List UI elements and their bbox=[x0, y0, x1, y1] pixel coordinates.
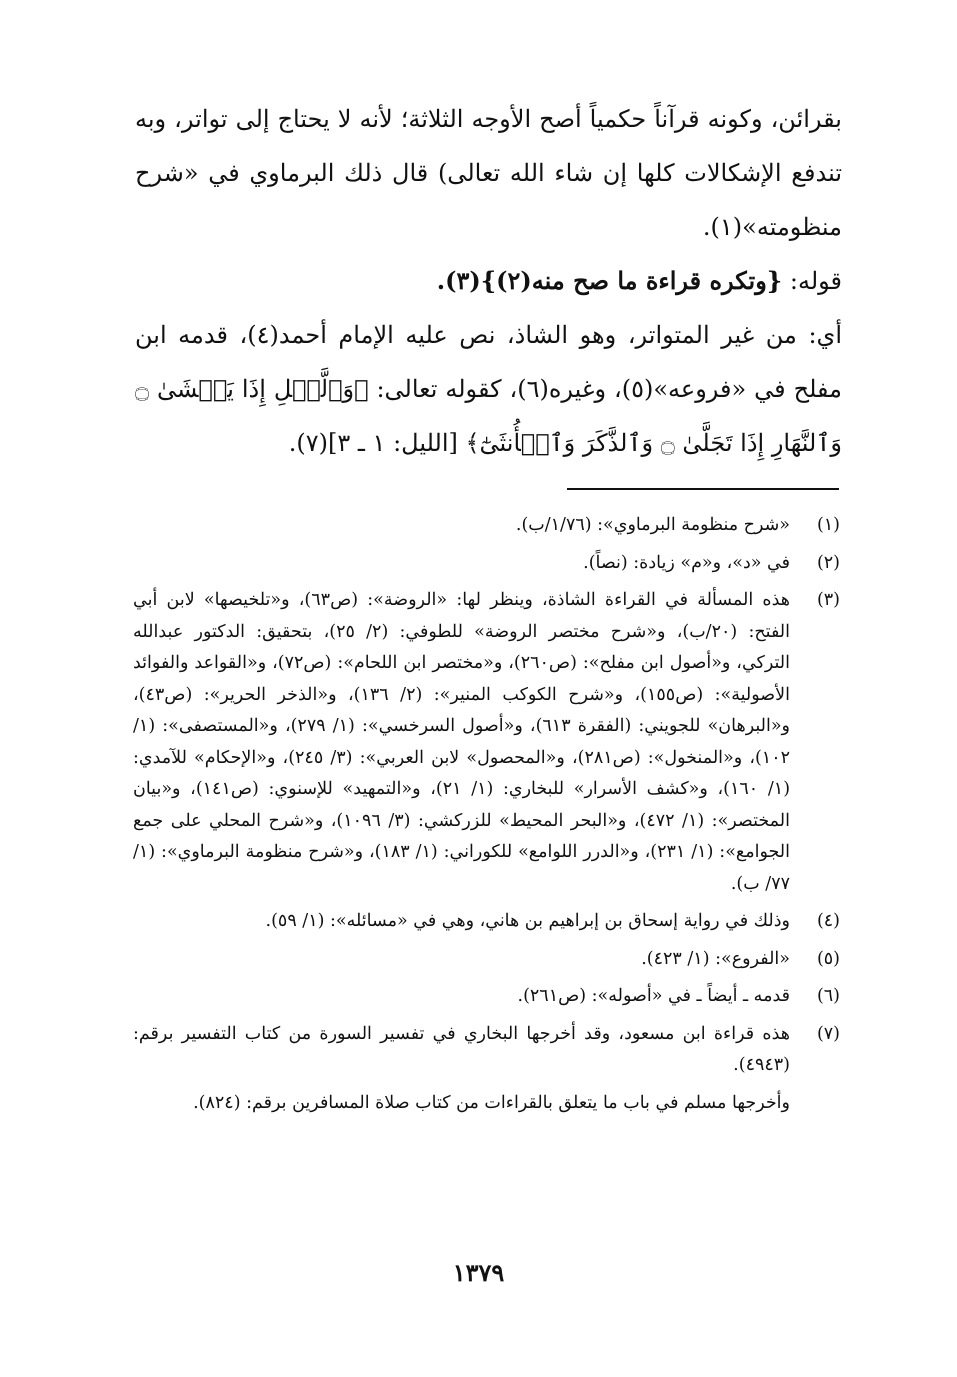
footnote-7-continuation: وأخرجها مسلم في باب ما يتعلق بالقراءات من كتاب صلاة المسافرين برقم: (٨٢٤). bbox=[193, 1092, 790, 1113]
main-paragraph-3: أي: من غير المتواتر، وهو الشاذ، نص عليه الإمام أحمد(٤)، قدمه ابن مفلح في «فروعه»(٥)، وغيره(٦)، كقوله تعالى: ﴿وَٱلَّيۡلِ إِذَا يَغۡشَىٰ ۝ وَٱلنَّهَارِ إِذَا تَجَلَّىٰ ۝ وَٱلذَّكَرَ وَٱلۡأُنثَىٰٓ﴾ [الليل: ١ ـ ٣](٧). bbox=[135, 321, 843, 457]
footnote-5 bbox=[133, 944, 840, 976]
main-paragraph-2 bbox=[135, 254, 842, 308]
footnote-number: (٦) bbox=[816, 986, 840, 1006]
footnote-1 bbox=[133, 510, 840, 542]
footnote-7 bbox=[133, 1019, 840, 1082]
footnote-number: (١) bbox=[816, 515, 840, 535]
footnote-number: (٢) bbox=[816, 552, 840, 573]
footnote-2 bbox=[133, 548, 840, 580]
quoted-matn: {وتكره قراءة ما صح منه(٢)}(٣). bbox=[436, 266, 783, 295]
page-number: ١٣٧٩ bbox=[452, 1258, 505, 1287]
main-text bbox=[135, 92, 842, 470]
footnote-text: «الفروع»: (١/ ٤٢٣). bbox=[641, 948, 790, 969]
footnote-text: في «د»، و«م» زيادة: (نصاً). bbox=[583, 552, 790, 573]
footnote-number: (٥) bbox=[816, 948, 840, 969]
footnote-number: (٤) bbox=[816, 911, 840, 931]
footnote-6 bbox=[133, 981, 840, 1013]
footnote-number: (٣) bbox=[816, 590, 840, 610]
footnote-text: «شرح منظومة البرماوي»: (١/٧٦/ب). bbox=[515, 515, 790, 535]
footnotes bbox=[133, 510, 840, 1119]
footnote-text: هذه المسألة في القراءة الشاذة، وينظر لها: «الروضة»: (ص٦٣)، و«تلخيصها» لابن أبي الفتح: (٢٠/ب)، و«شرح مختصر الروضة» للطوفي: (٢/ ٢٥)، بتحقيق: الدكتور عبدالله التركي، و«أصول ابن مفلح»: (ص٢٦٠)، و«مختصر ابن اللحام»: (ص٧٢)، و«القواعد والفوائد الأصولية»: (ص١٥٥)، و«شرح الكوكب المنير»: (٢/ ١٣٦)، و«الذخر الحرير»: (ص٤٣)، و«البرهان» للجويني: (الفقرة ٦١٣)، و«أصول السرخسي»: (١/ ٢٧٩)، و«المستصفى»: (١/ ١٠٢)، و«المنخول»: (ص٢٨١)، و«المحصول» لابن العربي»: (٣/ ٢٤٥)، و«الإحكام» للآمدي: (١/ ١٦٠)، و«كشف الأسرار» للبخاري: (١/ ٢١)، و«التمهيد» للإسنوي: (ص١٤١)، و«بيان المختصر»: (١/ ٤٧٢)، و«البحر المحيط» للزركشي: (٣/ ١٠٩٦)، و«شرح المحلي على جمع الجوامع»: (١/ ٢٣١)، و«الدرر اللوامع» للكوراني: (١/ ١٨٣)، و«شرح منظومة البرماوي»: (١/ ٧٧/ ب). bbox=[133, 590, 791, 894]
footnote-text: وذلك في رواية إسحاق بن إبراهيم بن هاني، وهي في «مسائله»: (١/ ٥٩). bbox=[265, 911, 790, 931]
quote-label: قوله: bbox=[789, 267, 842, 295]
footnote-separator bbox=[567, 488, 839, 490]
footnote-number: (٧) bbox=[816, 1023, 840, 1044]
footnote-text: هذه قراءة ابن مسعود، وقد أخرجها البخاري في تفسير السورة من كتاب التفسير برقم: (٤٩٤٣). bbox=[133, 1023, 790, 1075]
footnote-3 bbox=[133, 585, 840, 900]
footnote-4 bbox=[133, 906, 840, 938]
main-paragraph-1: بقرائن، وكونه قرآناً حكمياً أصح الأوجه الثلاثة؛ لأنه لا يحتاج إلى تواتر، وبه تندفع الإشكالات كلها إن شاء الله تعالى) قال ذلك البرماوي في «شرح منظومته»(١). bbox=[135, 105, 842, 241]
footnote-text: قدمه ـ أيضاً ـ في «أصوله»: (ص٢٦١). bbox=[517, 986, 790, 1006]
